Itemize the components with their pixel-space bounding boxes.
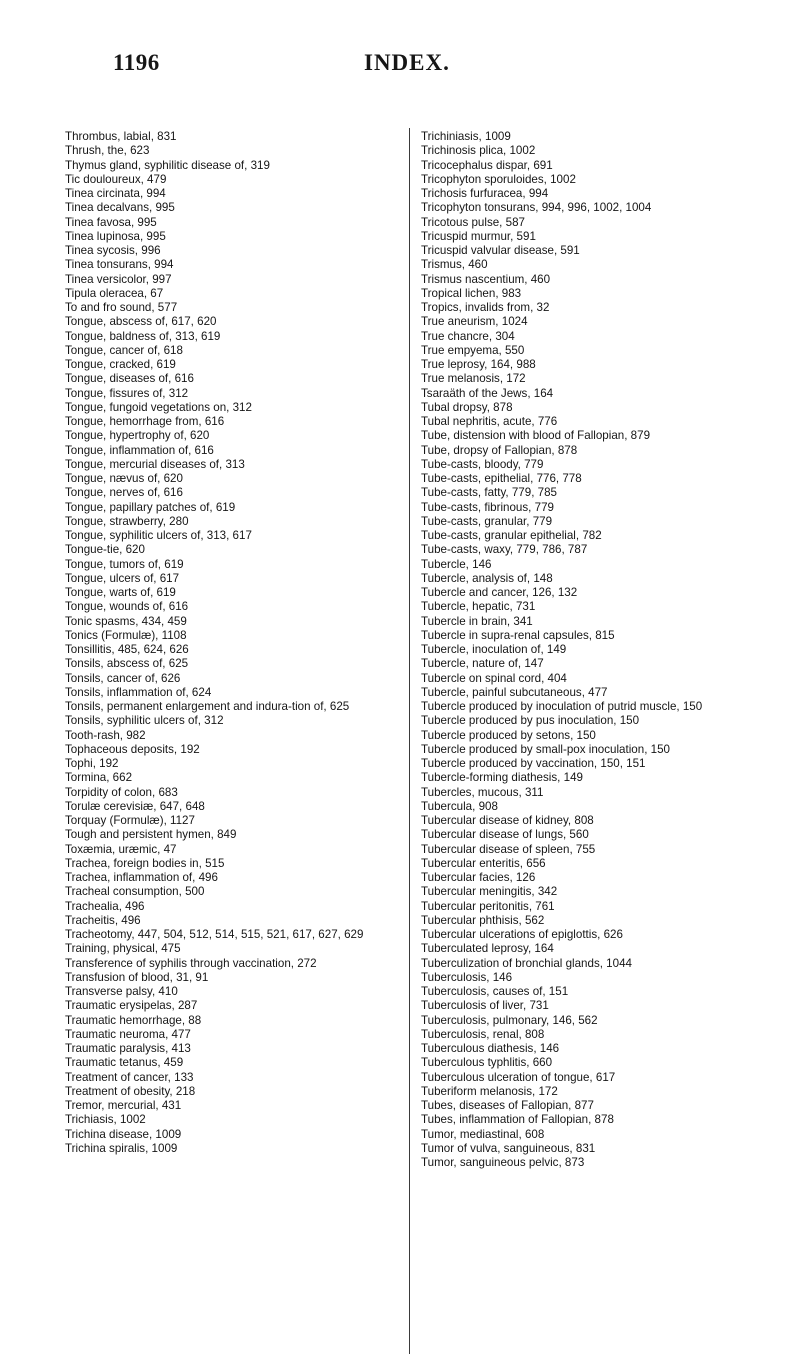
page-header: [0, 50, 800, 90]
index-entry: Traumatic erysipelas, 287: [65, 999, 198, 1013]
index-entry: Tubercular facies, 126: [421, 871, 536, 884]
index-entry: Tongue, strawberry, 280: [65, 514, 189, 528]
index-entry: Toxæmia, uræmic, 47: [65, 842, 177, 856]
index-entry: Tubercle, inoculation of, 149: [421, 643, 567, 656]
index-entry: Trachea, foreign bodies in, 515: [65, 856, 225, 870]
index-entry: Torulæ cerevisiæ, 647, 648: [65, 799, 205, 813]
index-entry: Tongue, baldness of, 313, 619: [65, 329, 221, 343]
column-divider: [409, 128, 410, 1354]
index-entry: Tough and persistent hymen, 849: [65, 828, 237, 842]
index-entry: Tubercular peritonitis, 761: [421, 899, 555, 913]
index-entry: Tubercular enteritis, 656: [421, 856, 546, 870]
index-entry: Tricuspid valvular disease, 591: [421, 244, 580, 257]
index-entry: True aneurism, 1024: [421, 315, 528, 329]
index-entry: Traumatic tetanus, 459: [65, 1056, 184, 1070]
index-entry: Tubercle, nature of, 147: [421, 657, 544, 671]
index-entry: Tinea tonsurans, 994: [65, 258, 174, 272]
index-entry: Tubercle, analysis of, 148: [421, 571, 553, 585]
index-entry: Tophi, 192: [65, 757, 119, 770]
index-entry: Trichiasis, 1002: [65, 1113, 146, 1127]
index-entry: Tongue, hypertrophy of, 620: [65, 429, 210, 443]
index-entry: Tongue, cracked, 619: [65, 358, 176, 371]
index-entry: Tubercle produced by inoculation of putrid muscle, 150: [421, 700, 703, 713]
index-entry: Tongue, fissures of, 312: [65, 386, 189, 400]
index-entry: Trichiniasis, 1009: [421, 130, 511, 143]
index-entry: Tubercle-forming diathesis, 149: [421, 771, 583, 785]
index-entry: Tongue, nævus of, 620: [65, 472, 183, 485]
index-entry: Tongue, diseases of, 616: [65, 372, 194, 386]
index-entry: Training, physical, 475: [65, 942, 181, 956]
index-entry: Transference of syphilis through vaccination, 272: [65, 956, 317, 970]
index-entry: Tinea sycosis, 996: [65, 244, 161, 257]
index-entry: Torpidity of colon, 683: [65, 785, 178, 799]
index-entry: Tubes, inflammation of Fallopian, 878: [421, 1113, 614, 1127]
index-column-right: [421, 130, 783, 1170]
index-entry: Tonics (Formulæ), 1108: [65, 628, 187, 642]
index-entry: Tubercle produced by small-pox inoculation, 150: [421, 742, 670, 756]
index-entry: Tracheal consumption, 500: [65, 885, 205, 899]
index-entry: Tubercle, hepatic, 731: [421, 600, 536, 614]
index-entry: Tubercle, 146: [421, 557, 492, 571]
index-entry: Thymus gland, syphilitic disease of, 319: [65, 158, 270, 172]
index-entry: Tongue, papillary patches of, 619: [65, 500, 236, 514]
index-entry: Tubes, diseases of Fallopian, 877: [421, 1099, 594, 1112]
index-entry: Treatment of cancer, 133: [65, 1070, 194, 1084]
index-entry: Tinea circinata, 994: [65, 187, 166, 200]
index-entry: Tonsils, permanent enlargement and indura-tion of, 625: [65, 700, 350, 713]
index-entry: Tube-casts, fatty, 779, 785: [421, 486, 557, 500]
index-entry: Tonsils, abscess of, 625: [65, 657, 189, 671]
index-entry: Tuberculous diathesis, 146: [421, 1042, 560, 1055]
index-entry: Tongue, syphilitic ulcers of, 313, 617: [65, 529, 252, 542]
index-entry: Tubal dropsy, 878: [421, 400, 513, 414]
index-entry: True chancre, 304: [421, 329, 515, 343]
index-entry: Trichina disease, 1009: [65, 1127, 182, 1141]
index-entry: Tuberculization of bronchial glands, 1044: [421, 956, 632, 970]
index-entry: Tongue, cancer of, 618: [65, 343, 183, 357]
index-entry: Tuberculosis, 146: [421, 970, 513, 984]
index-entry: Thrombus, labial, 831: [65, 130, 177, 143]
index-entry: Tinea decalvans, 995: [65, 201, 175, 215]
index-entry: Trichosis furfuracea, 994: [421, 187, 549, 200]
index-entry: Tubercle produced by setons, 150: [421, 728, 596, 742]
index-entry: Tsaraäth of the Jews, 164: [421, 386, 554, 400]
index-entry: Tricotous pulse, 587: [421, 215, 525, 229]
index-entry: Torquay (Formulæ), 1127: [65, 814, 195, 827]
index-entry: Tube-casts, epithelial, 776, 778: [421, 472, 582, 485]
index-entry: Tumor, sanguineous pelvic, 873: [421, 1156, 585, 1169]
index-entry: Traumatic hemorrhage, 88: [65, 1013, 202, 1027]
index-entry: Tubercle in brain, 341: [421, 614, 533, 628]
index-entry: Tongue, inflammation of, 616: [65, 443, 214, 457]
index-entry: Tricocephalus dispar, 691: [421, 158, 553, 172]
index-entry: True melanosis, 172: [421, 372, 526, 386]
index-entry: Tracheotomy, 447, 504, 512, 514, 515, 521, 617, 627, 629: [65, 928, 364, 941]
index-entry: Tongue, abscess of, 617, 620: [65, 315, 217, 329]
index-entry: Trismus, 460: [421, 258, 488, 272]
index-entry: Tubercle on spinal cord, 404: [421, 671, 567, 685]
index-entry: Tongue, hemorrhage from, 616: [65, 415, 225, 428]
index-entry: True leprosy, 164, 988: [421, 358, 536, 371]
index-entry: Tonsillitis, 485, 624, 626: [65, 643, 189, 656]
index-entry: Tumor of vulva, sanguineous, 831: [421, 1141, 596, 1155]
index-entry: Tophaceous deposits, 192: [65, 742, 200, 756]
index-entry: Tongue, wounds of, 616: [65, 600, 189, 614]
index-entry: Tubercular meningitis, 342: [421, 885, 558, 899]
index-entry: Tube-casts, granular epithelial, 782: [421, 529, 602, 542]
index-entry: Tubercle produced by vaccination, 150, 151: [421, 757, 646, 770]
index-entry: Tuberculated leprosy, 164: [421, 942, 554, 956]
index-entry: Tubercular ulcerations of epiglottis, 626: [421, 928, 623, 941]
index-entry: Tubal nephritis, acute, 776: [421, 415, 558, 428]
index-entry: Tube-casts, bloody, 779: [421, 457, 544, 471]
index-entry: Tumor, mediastinal, 608: [421, 1127, 545, 1141]
page-title: INDEX.: [364, 50, 450, 75]
index-entry: Trachealia, 496: [65, 899, 145, 913]
index-entry: Tongue, mercurial diseases of, 313: [65, 457, 245, 471]
index-entry: Tubercular phthisis, 562: [421, 913, 545, 927]
index-entry: Tic douloureux, 479: [65, 172, 167, 186]
index-entry: Tube-casts, granular, 779: [421, 514, 553, 528]
index-column-left: [65, 130, 393, 1156]
index-entry: Tricophyton sporuloides, 1002: [421, 172, 576, 186]
index-entry: Tuberculosis, renal, 808: [421, 1027, 545, 1041]
index-entry: To and fro sound, 577: [65, 301, 178, 314]
index-entry: Tube, dropsy of Fallopian, 878: [421, 443, 578, 457]
index-entry: Trichinosis plica, 1002: [421, 144, 536, 158]
index-entry: Tremor, mercurial, 431: [65, 1099, 182, 1112]
index-entry: Treatment of obesity, 218: [65, 1084, 196, 1098]
index-entry: Tinea versicolor, 997: [65, 272, 172, 286]
index-entry: Tubercle produced by pus inoculation, 150: [421, 714, 640, 728]
index-entry: Tuberculosis, causes of, 151: [421, 985, 569, 998]
index-entry: Tracheitis, 496: [65, 913, 141, 927]
index-entry: Tubercular disease of lungs, 560: [421, 828, 589, 842]
index-entry: Tinea favosa, 995: [65, 215, 157, 229]
index-entry: Tuberculosis of liver, 731: [421, 999, 549, 1013]
index-entry: Trismus nascentium, 460: [421, 272, 551, 286]
index-entry: Tropical lichen, 983: [421, 286, 522, 300]
index-entry: Tooth-rash, 982: [65, 728, 146, 742]
index-entry: Tongue, warts of, 619: [65, 586, 176, 599]
index-entry: Tonsils, cancer of, 626: [65, 671, 181, 685]
index-entry: Tormina, 662: [65, 771, 133, 785]
index-entry: Tongue, ulcers of, 617: [65, 571, 180, 585]
page-number: 1196: [113, 50, 160, 75]
index-entry: Tinea lupinosa, 995: [65, 229, 166, 243]
index-entry: Tricuspid murmur, 591: [421, 229, 536, 243]
index-entry: Transverse palsy, 410: [65, 985, 178, 998]
index-entry: Tuberculosis, pulmonary, 146, 562: [421, 1013, 598, 1027]
index-entry: Tongue, tumors of, 619: [65, 557, 184, 571]
index-entry: Traumatic neuroma, 477: [65, 1027, 191, 1041]
index-entry: Tubercle, painful subcutaneous, 477: [421, 685, 608, 699]
index-entry: Tube-casts, fibrinous, 779: [421, 500, 554, 514]
index-entry: Tube-casts, waxy, 779, 786, 787: [421, 543, 588, 557]
index-entry: Tubercular disease of kidney, 808: [421, 814, 594, 827]
index-entry: Trichina spiralis, 1009: [65, 1141, 178, 1155]
index-entry: Thrush, the, 623: [65, 144, 150, 158]
index-entry: Tube, distension with blood of Fallopian, 879: [421, 429, 651, 443]
index-entry: Traumatic paralysis, 413: [65, 1042, 191, 1055]
index-entry: Tongue-tie, 620: [65, 543, 145, 557]
index-entry: Tuberculous typhlitis, 660: [421, 1056, 553, 1070]
index-entry: Tubercular disease of spleen, 755: [421, 842, 596, 856]
index-entry: Tubercles, mucous, 311: [421, 785, 544, 799]
index-entry: Tonsils, inflammation of, 624: [65, 685, 212, 699]
index-entry: Tipula oleracea, 67: [65, 286, 164, 300]
index-entry: Transfusion of blood, 31, 91: [65, 970, 209, 984]
index-entry: Tuberiform melanosis, 172: [421, 1084, 558, 1098]
index-entry: Tonic spasms, 434, 459: [65, 614, 187, 628]
index-entry: Tonsils, syphilitic ulcers of, 312: [65, 714, 224, 728]
index-entry: Tuberculous ulceration of tongue, 617: [421, 1070, 616, 1084]
index-entry: Tropics, invalids from, 32: [421, 301, 550, 314]
index-entry: True empyema, 550: [421, 343, 525, 357]
index-entry: Tongue, fungoid vegetations on, 312: [65, 400, 252, 414]
index-entry: Tubercle in supra-renal capsules, 815: [421, 628, 615, 642]
index-entry: Tongue, nerves of, 616: [65, 486, 183, 500]
index-entry: Trachea, inflammation of, 496: [65, 871, 218, 884]
index-entry: Tricophyton tonsurans, 994, 996, 1002, 1004: [421, 201, 652, 215]
index-entry: Tubercle and cancer, 126, 132: [421, 586, 578, 599]
index-entry: Tubercula, 908: [421, 799, 498, 813]
